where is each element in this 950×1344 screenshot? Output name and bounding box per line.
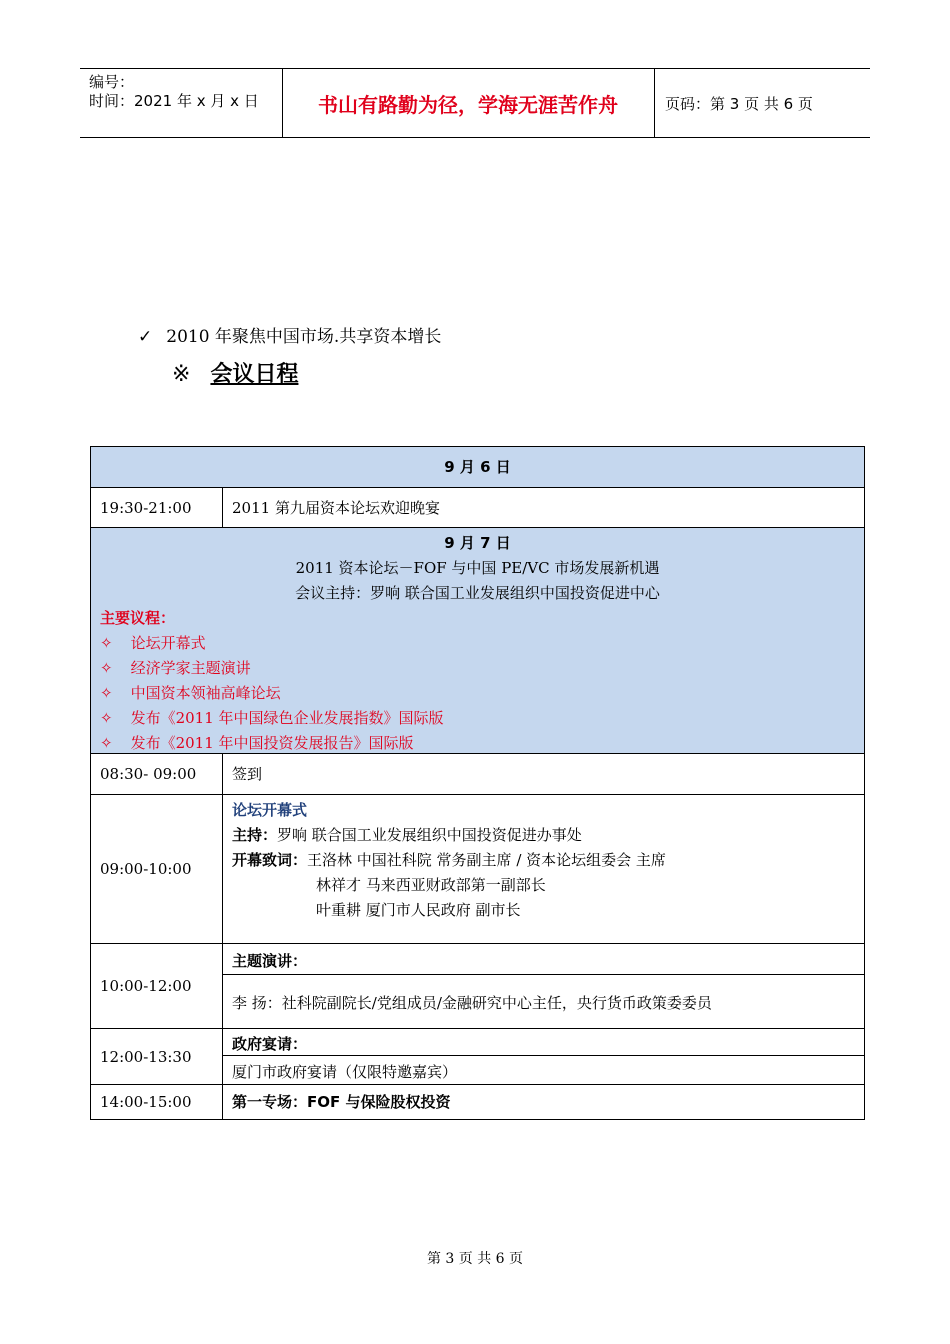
section-heading <box>172 357 298 388</box>
cell-divider <box>223 974 864 975</box>
time-cell: 08:30- 09:00 <box>91 754 223 794</box>
header-meta <box>80 69 283 137</box>
agenda-item: ✧ 发布《2011 年中国绿色企业发展指数》国际版 <box>100 709 444 727</box>
diamond-bullet-icon: ✧ <box>100 709 113 727</box>
cell-divider <box>223 1055 864 1056</box>
schedule-table <box>90 446 865 1120</box>
diamond-bullet-icon: ✧ <box>100 634 113 652</box>
agenda-item: ✧ 经济学家主题演讲 <box>100 659 251 677</box>
section-title: 会议日程 <box>210 362 299 387</box>
diamond-bullet-icon: ✧ <box>100 684 113 702</box>
reference-mark-icon: ※ <box>172 362 191 387</box>
agenda-item: ✧ 论坛开幕式 <box>100 634 206 652</box>
banquet-detail: 厦门市政府宴请（仅限特邀嘉宾） <box>232 1063 458 1081</box>
header-motto: 书山有路勤为径，学海无涯苦作舟 <box>282 69 655 137</box>
table-row <box>91 1029 864 1085</box>
keynote-speaker: 李 扬：社科院副院长/党组成员/金融研究中心主任，央行货币政策委委员 <box>232 994 712 1012</box>
agenda-label: 主要议程： <box>100 609 176 627</box>
agenda-item: ✧ 发布《2011 年中国投资发展报告》国际版 <box>100 734 414 752</box>
diamond-bullet-icon: ✧ <box>100 659 113 677</box>
event-cell <box>223 1029 864 1084</box>
page-footer: 第 3 页 共 6 页 <box>426 1251 524 1267</box>
event-cell: 2011 第九届资本论坛欢迎晚宴 <box>232 499 440 517</box>
time-cell: 12:00-13:30 <box>91 1029 223 1084</box>
forum-title: 2011 资本论坛－FOF 与中国 PE/VC 市场发展新机遇 <box>295 559 660 577</box>
day-date: 9 月 6 日 <box>444 458 511 476</box>
day-header-row <box>91 447 864 488</box>
keynote-label: 主题演讲： <box>232 952 308 970</box>
time-cell: 14:00-15:00 <box>91 1085 223 1119</box>
event-cell <box>223 795 864 943</box>
opening-speaker: 叶重耕 厦门市人民政府 副市长 <box>316 901 521 919</box>
opening-speaker: 林祥才 马来西亚财政部第一副部长 <box>316 876 546 894</box>
opening-title: 论坛开幕式 <box>232 801 308 819</box>
event-cell: 签到 <box>232 765 263 783</box>
forum-host: 会议主持：罗响 联合国工业发展组织中国投资促进中心 <box>295 584 660 602</box>
table-row <box>91 488 864 528</box>
check-item <box>138 322 441 347</box>
table-row <box>91 1085 864 1119</box>
time-cell: 09:00-10:00 <box>91 795 223 943</box>
checkmark-icon: ✓ <box>138 327 153 347</box>
header-page-info: 页码：第 3 页 共 6 页 <box>665 94 813 113</box>
check-item-text: 2010 年聚焦中国市场.共享资本增长 <box>166 327 442 347</box>
day-overview-row <box>91 528 864 754</box>
header-number: 编号： <box>89 73 135 91</box>
day-date: 9 月 7 日 <box>444 534 511 552</box>
table-row <box>91 795 864 944</box>
time-cell: 19:30-21:00 <box>91 488 223 527</box>
event-cell: 第一专场：FOF 与保险股权投资 <box>232 1093 451 1111</box>
opening-speech: 开幕致词：王洛林 中国社科院 常务副主席 / 资本论坛组委会 主席 <box>232 851 666 869</box>
event-cell <box>223 944 864 1028</box>
table-row <box>91 754 864 795</box>
page-header <box>80 68 870 138</box>
table-row <box>91 944 864 1029</box>
header-time: 时间：2021 年 x 月 x 日 <box>89 92 259 110</box>
opening-host: 主持：罗响 联合国工业发展组织中国投资促进办事处 <box>232 826 582 844</box>
time-cell: 10:00-12:00 <box>91 944 223 1028</box>
diamond-bullet-icon: ✧ <box>100 734 113 752</box>
banquet-label: 政府宴请： <box>232 1035 308 1053</box>
agenda-item: ✧ 中国资本领袖高峰论坛 <box>100 684 281 702</box>
